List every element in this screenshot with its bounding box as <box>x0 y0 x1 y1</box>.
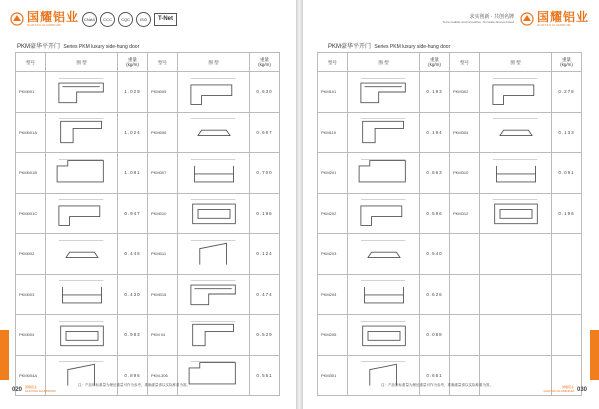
profile-weight: 0.193 <box>420 72 450 113</box>
profile-code: PKM302 <box>450 72 480 113</box>
profile-weight: 0.651 <box>420 355 450 396</box>
profile-weight: 0.088 <box>420 315 450 356</box>
col-header-drawing: 图 型 <box>348 53 420 72</box>
profile-weight: 0.091 <box>552 153 582 194</box>
brand-name-en: GUOYAO ALUMINIUM <box>27 23 61 27</box>
profile-drawing <box>348 315 420 356</box>
profile-drawing <box>480 234 552 275</box>
profile-drawing <box>46 274 118 315</box>
profile-weight: 0.194 <box>420 112 450 153</box>
profile-section-icon <box>352 195 416 231</box>
col-header-drawing: 图 型 <box>178 53 250 72</box>
profile-weight: 0.133 <box>552 112 582 153</box>
col-header-drawing: 图 型 <box>46 53 118 72</box>
brand-logo-icon <box>10 12 24 26</box>
profile-drawing <box>46 153 118 194</box>
col-header-code: 型号 <box>318 53 348 72</box>
profile-code: PKM015 <box>148 274 178 315</box>
profile-drawing <box>46 193 118 234</box>
profile-drawing <box>46 72 118 113</box>
profile-code: PKM001C <box>16 193 46 234</box>
profile-drawing <box>46 315 118 356</box>
profile-drawing <box>348 234 420 275</box>
cert-badge-icon: ISO <box>136 12 151 27</box>
profile-section-icon <box>182 114 246 150</box>
profile-weight: 0.540 <box>420 234 450 275</box>
profile-code <box>450 234 480 275</box>
profile-section-icon <box>484 114 548 150</box>
table-row <box>16 153 280 194</box>
profile-code: PKM203 <box>318 234 348 275</box>
table-row <box>318 112 582 153</box>
profile-drawing <box>348 274 420 315</box>
profile-drawing <box>348 72 420 113</box>
profile-section-icon <box>50 317 114 353</box>
brand-name-en: GUOYAO ALUMINIUM <box>536 23 571 27</box>
profile-weight: 0.663 <box>420 153 450 194</box>
profile-code: PKM110 <box>318 112 348 153</box>
profile-weight <box>552 274 582 315</box>
profile-drawing <box>348 355 420 396</box>
profile-code: PKM202 <box>318 193 348 234</box>
profile-code: PKM005 <box>148 72 178 113</box>
profile-weight: 0.947 <box>118 193 148 234</box>
profile-weight: 1.029 <box>118 72 148 113</box>
col-header-weight: 重量 (kg/m) <box>118 53 148 72</box>
profile-weight: 0.278 <box>552 72 582 113</box>
profile-section-icon <box>352 236 416 272</box>
profile-drawing <box>480 153 552 194</box>
profile-section-icon <box>352 114 416 150</box>
profile-weight: 0.474 <box>250 274 280 315</box>
profile-drawing <box>348 193 420 234</box>
profile-table <box>15 52 280 396</box>
weight-footnote: 注：产品所标重量为理论重量可作为参考，准确重量请以实际称重为准。 <box>78 383 190 387</box>
profile-weight: 0.626 <box>420 274 450 315</box>
profile-section-icon <box>50 155 114 191</box>
left-page <box>0 0 296 409</box>
profile-section-icon <box>50 195 114 231</box>
section-title: PKM豪华平开门 Series PKM luxury side-hung door <box>17 44 140 50</box>
page-footer: 020 国耀铝业 GUOYAO ALUMINIUM <box>12 385 56 393</box>
profile-section-icon <box>484 195 548 231</box>
profile-section-icon <box>182 357 246 393</box>
profile-drawing <box>46 112 118 153</box>
profile-weight: 0.529 <box>250 315 280 356</box>
profile-section-icon <box>182 276 246 312</box>
profile-code: PKM004 <box>16 315 46 356</box>
profile-drawing <box>480 315 552 356</box>
profile-drawing <box>348 112 420 153</box>
profile-section-icon <box>50 114 114 150</box>
profile-code: PKM 04 <box>148 315 178 356</box>
profile-weight: 1.081 <box>118 153 148 194</box>
brand-logo <box>10 11 79 27</box>
table-row <box>16 112 280 153</box>
profile-drawing <box>178 153 250 194</box>
profile-section-icon <box>182 155 246 191</box>
slogan-en: To be realistic and innovative, To create famous brand <box>442 20 514 24</box>
profile-section-icon <box>50 236 114 272</box>
table-row <box>318 315 582 356</box>
table-row <box>16 234 280 275</box>
col-header-code: 型号 <box>450 53 480 72</box>
right-page <box>303 0 599 409</box>
col-header-drawing: 图 型 <box>480 53 552 72</box>
table-header <box>318 53 582 72</box>
profile-section-icon <box>484 74 548 110</box>
profile-code: PKM003 <box>16 274 46 315</box>
profile-drawing <box>46 355 118 396</box>
slogan: 求实创新 · 共创名牌 <box>469 14 514 20</box>
profile-section-icon <box>182 74 246 110</box>
profile-weight: 0.667 <box>250 112 280 153</box>
profile-code: PKM201 <box>318 153 348 194</box>
page-footer: 国耀铝业 GUOYAO ALUMINIUM 030 <box>543 385 587 393</box>
profile-code: PKM010 <box>148 193 178 234</box>
profile-section-icon <box>50 74 114 110</box>
profile-code <box>450 355 480 396</box>
profile-weight: 0.596 <box>420 193 450 234</box>
right-header <box>442 6 589 32</box>
profile-weight: 1.024 <box>118 112 148 153</box>
profile-section-icon <box>182 236 246 272</box>
profile-drawing <box>178 112 250 153</box>
profile-drawing <box>480 274 552 315</box>
profile-weight: 0.630 <box>250 72 280 113</box>
profile-code: PKM011 <box>148 234 178 275</box>
cert-badge-icon: CNAS <box>82 12 97 27</box>
profile-code: PKM002 <box>16 234 46 275</box>
col-header-weight: 重量 (kg/m) <box>420 53 450 72</box>
profile-section-icon <box>50 276 114 312</box>
profile-section-icon <box>182 317 246 353</box>
profile-code: PKM310 <box>450 153 480 194</box>
profile-weight: 0.430 <box>118 274 148 315</box>
profile-section-icon <box>352 155 416 191</box>
profile-section-icon <box>182 195 246 231</box>
cert-badge-icon: CQC <box>118 12 133 27</box>
profile-weight: 0.551 <box>250 355 280 396</box>
col-header-weight: 重量 (kg/m) <box>250 53 280 72</box>
col-header-code: 型号 <box>148 53 178 72</box>
profile-code: PKM312 <box>450 193 480 234</box>
profile-section-icon <box>352 276 416 312</box>
profile-drawing <box>480 72 552 113</box>
table-row <box>16 193 280 234</box>
col-header-code: 型号 <box>16 53 46 72</box>
profile-code <box>450 274 480 315</box>
cert-badge-icon: CCC <box>100 12 115 27</box>
table-row <box>318 193 582 234</box>
table-row <box>16 274 280 315</box>
profile-code: PKM007 <box>148 153 178 194</box>
profile-weight <box>552 315 582 356</box>
profile-drawing <box>480 355 552 396</box>
profile-code: PKM001 <box>16 72 46 113</box>
profile-drawing <box>46 234 118 275</box>
brand-name: 国耀铝业 <box>536 10 589 24</box>
profile-drawing <box>480 193 552 234</box>
profile-weight <box>552 234 582 275</box>
profile-weight: 0.124 <box>250 234 280 275</box>
profile-code: PKM205 <box>318 315 348 356</box>
profile-section-icon <box>352 317 416 353</box>
brand-name: 国耀铝业 <box>27 10 80 24</box>
profile-section-icon <box>352 74 416 110</box>
page-number: 020 <box>12 386 23 393</box>
table-header <box>16 53 280 72</box>
profile-code: PKM006 <box>148 112 178 153</box>
table-row <box>318 234 582 275</box>
profile-code: PKM204 <box>318 274 348 315</box>
table-row <box>318 72 582 113</box>
profile-weight: 0.446 <box>118 234 148 275</box>
profile-weight: 0.983 <box>118 315 148 356</box>
profile-code <box>450 315 480 356</box>
left-header <box>10 6 177 32</box>
profile-drawing <box>178 315 250 356</box>
table-row <box>318 355 582 396</box>
profile-drawing <box>480 112 552 153</box>
col-header-weight: 重量 (kg/m) <box>552 53 582 72</box>
brand-logo <box>520 11 589 27</box>
profile-weight: 0.196 <box>250 193 280 234</box>
brand-logo-icon <box>520 12 534 26</box>
weight-footnote: 注：产品所标重量为理论重量可作为参考，准确重量请以实际称重为准。 <box>381 383 493 387</box>
table-row <box>318 153 582 194</box>
cert-badge-icon: T-Net <box>154 13 177 26</box>
profile-drawing <box>178 72 250 113</box>
profile-code: PKM004A <box>16 355 46 396</box>
profile-code: PKM304 <box>450 112 480 153</box>
book-spine <box>296 0 303 409</box>
profile-drawing <box>178 193 250 234</box>
profile-code: PKM001B <box>16 153 46 194</box>
profile-drawing <box>178 274 250 315</box>
table-row <box>16 315 280 356</box>
profile-table <box>317 52 582 396</box>
table-row <box>318 274 582 315</box>
section-title: PKM豪华平开门 Series PKM luxury side-hung door <box>328 44 451 50</box>
profile-drawing <box>178 234 250 275</box>
profile-code: PKM-306 <box>148 355 178 396</box>
profile-drawing <box>348 153 420 194</box>
accent-bar <box>590 330 599 380</box>
profile-section-icon <box>484 155 548 191</box>
table-row <box>16 72 280 113</box>
profile-weight: 0.700 <box>250 153 280 194</box>
profile-code: PKM301 <box>318 355 348 396</box>
profile-weight: 0.896 <box>118 355 148 396</box>
page-number: 030 <box>576 386 587 393</box>
profile-weight: 0.196 <box>552 193 582 234</box>
profile-code: PKM101 <box>318 72 348 113</box>
profile-code: PKM001A <box>16 112 46 153</box>
accent-bar <box>0 330 9 380</box>
profile-drawing <box>178 355 250 396</box>
